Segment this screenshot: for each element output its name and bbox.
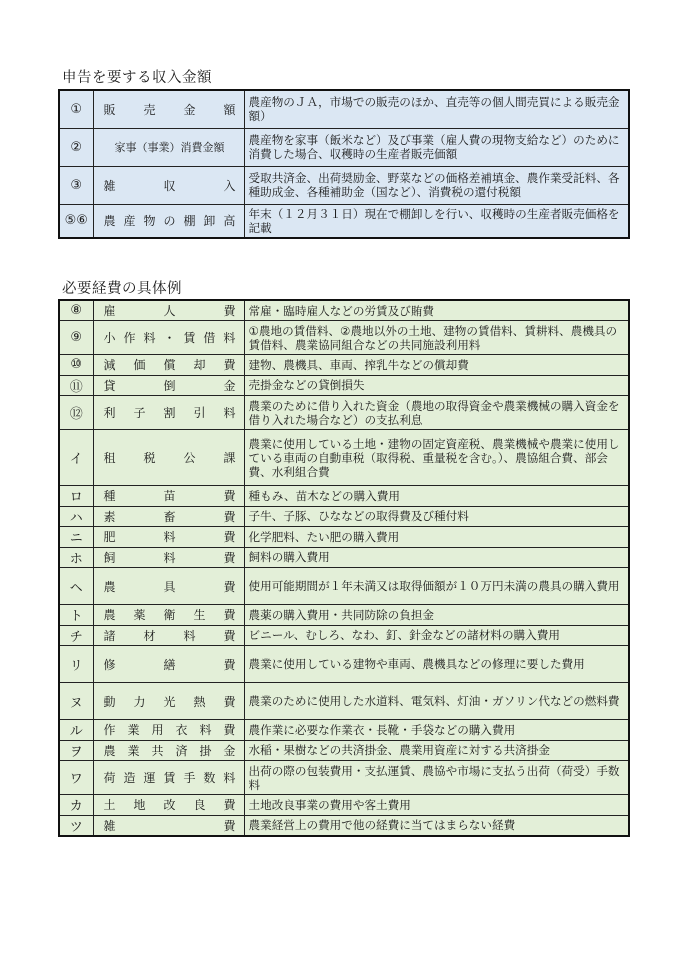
row-label-cell <box>93 795 244 816</box>
row-label-cell <box>93 128 244 166</box>
row-description: 種もみ、苗木などの購入費用 <box>244 486 629 507</box>
row-number: ⑫ <box>59 396 93 430</box>
row-label-cell <box>93 506 244 527</box>
row-label-cell <box>93 430 244 486</box>
row-label-cell <box>93 683 244 720</box>
row-label-cell <box>93 625 244 646</box>
row-label: 利 子 割 引 料 <box>103 406 236 420</box>
row-description: 売掛金などの貸倒損失 <box>244 375 629 396</box>
row-label-cell <box>93 486 244 507</box>
row-label: 雑 費 <box>103 818 236 833</box>
row-description: 建物、農機具、車両、搾乳牛などの償却費 <box>244 355 629 376</box>
row-description: 常雇・臨時雇人などの労賃及び賄費 <box>244 300 629 321</box>
row-label-cell <box>93 815 244 836</box>
row-description: 年末（１２月３１日）現在で棚卸しを行い、収穫時の生産者販売価格を記載 <box>244 204 629 238</box>
row-number: チ <box>59 625 93 646</box>
table-row <box>59 740 629 761</box>
row-description: 出荷の際の包装費用・支払運賃、農協や市場に支払う出荷（荷受）手数料 <box>244 761 629 795</box>
row-description: 化学肥料、たい肥の購入費用 <box>244 527 629 548</box>
row-label-cell <box>93 300 244 321</box>
row-number: ホ <box>59 547 93 568</box>
row-number: ⑩ <box>59 355 93 376</box>
row-number: イ <box>59 430 93 486</box>
row-label-cell <box>93 646 244 683</box>
row-number: ワ <box>59 761 93 795</box>
row-description: 農業のために借り入れた資金（農地の取得資金や農業機械の購入資金を借り入れた場合など）の支払利息 <box>244 396 629 430</box>
row-label: 租 税 公 課 <box>103 451 236 465</box>
row-number: ⑨ <box>59 321 93 355</box>
row-number: ツ <box>59 815 93 836</box>
row-label: 農 薬 衛 生 費 <box>103 608 236 623</box>
table-row <box>59 720 629 741</box>
row-label: 雑 収 入 <box>103 178 236 193</box>
row-description: 土地改良事業の費用や客土費用 <box>244 795 629 816</box>
table-row <box>59 321 629 355</box>
row-description: 飼料の購入費用 <box>244 547 629 568</box>
row-number: ニ <box>59 527 93 548</box>
table-row <box>59 430 629 486</box>
row-label-cell <box>93 547 244 568</box>
row-description: 農業に使用している土地・建物の固定資産税、農業機械や農業に使用している車両の自動車税（取得税、重量税を含む。）、農協組合費、部会費、水利組合費 <box>244 430 629 486</box>
table-row <box>59 204 629 238</box>
row-label: 荷 造 運 賃 手 数 料 <box>103 771 236 785</box>
row-label-cell <box>93 605 244 626</box>
row-label-cell <box>93 355 244 376</box>
table-row <box>59 300 629 321</box>
row-number: カ <box>59 795 93 816</box>
row-number: ① <box>59 90 93 128</box>
income-section-title: 申告を要する収入金額 <box>62 70 212 86</box>
row-number: ③ <box>59 166 93 204</box>
row-label: 雇 人 費 <box>103 304 236 318</box>
expense-table <box>58 299 630 837</box>
table-row <box>59 683 629 720</box>
row-number: ハ <box>59 506 93 527</box>
row-label: 諸 材 料 費 <box>103 628 236 643</box>
row-label-cell <box>93 166 244 204</box>
row-label-cell <box>93 740 244 761</box>
row-label: 作 業 用 衣 料 費 <box>103 723 236 738</box>
row-description: 使用可能期間が１年未満又は取得価額が１０万円未満の農具の購入費用 <box>244 568 629 605</box>
row-description: ビニール、むしろ、なわ、釘、針金などの諸材料の購入費用 <box>244 625 629 646</box>
table-row <box>59 128 629 166</box>
row-label: 動 力 光 熱 費 <box>103 694 236 709</box>
row-label-cell <box>93 321 244 355</box>
row-label-cell <box>93 568 244 605</box>
row-label: 肥 料 費 <box>103 530 236 545</box>
income-table <box>58 89 630 239</box>
row-description: 農作業に必要な作業衣・長靴・手袋などの購入費用 <box>244 720 629 741</box>
row-label: 修 繕 費 <box>103 657 236 672</box>
row-label: 減 価 償 却 費 <box>103 358 236 373</box>
row-label: 土 地 改 良 費 <box>103 798 236 813</box>
row-number: ⑪ <box>59 375 93 396</box>
table-row <box>59 506 629 527</box>
table-row <box>59 166 629 204</box>
row-label: 家事（事業）消費金額 <box>114 141 225 154</box>
row-description: 子牛、子豚、ひななどの取得費及び種付料 <box>244 506 629 527</box>
row-label: 農 産 物 の 棚 卸 高 <box>103 214 236 229</box>
table-row <box>59 486 629 507</box>
row-description: 農業のために使用した水道料、電気料、灯油・ガソリン代などの燃料費 <box>244 683 629 720</box>
row-label: 販 売 金 額 <box>103 102 236 117</box>
table-row <box>59 375 629 396</box>
row-number: ② <box>59 128 93 166</box>
row-label-cell <box>93 375 244 396</box>
row-label-cell <box>93 720 244 741</box>
table-row <box>59 605 629 626</box>
table-row <box>59 625 629 646</box>
row-label: 農 業 共 済 掛 金 <box>103 743 236 758</box>
row-number: ト <box>59 605 93 626</box>
row-description: 農産物のＪＡ，市場での販売のほか、直売等の個人間売買による販売金額） <box>244 90 629 128</box>
row-label: 飼 料 費 <box>103 550 236 565</box>
row-number: リ <box>59 646 93 683</box>
row-label: 種 苗 費 <box>103 489 236 504</box>
row-label-cell <box>93 761 244 795</box>
table-row <box>59 761 629 795</box>
row-number: ⑤⑥ <box>59 204 93 238</box>
row-description: 農産物を家事（飯米など）及び事業（雇人費の現物支給など）のために消費した場合、収穫時の生産者販売価額 <box>244 128 629 166</box>
table-row <box>59 527 629 548</box>
row-label: 貸 倒 金 <box>103 378 236 393</box>
table-row <box>59 568 629 605</box>
table-row <box>59 815 629 836</box>
row-description: 農業に使用している建物や車両、農機具などの修理に要した費用 <box>244 646 629 683</box>
row-label-cell <box>93 90 244 128</box>
table-row <box>59 646 629 683</box>
table-row <box>59 795 629 816</box>
row-description: ①農地の賃借料、②農地以外の土地、建物の賃借料、賃耕料、農機具の賃借料、農業協同組合などの共同施設利用料 <box>244 321 629 355</box>
row-number: ⑧ <box>59 300 93 321</box>
row-label: 農 具 費 <box>103 579 236 594</box>
row-number: ヘ <box>59 568 93 605</box>
table-row <box>59 90 629 128</box>
row-number: ヌ <box>59 683 93 720</box>
table-row <box>59 355 629 376</box>
row-number: ル <box>59 720 93 741</box>
row-description: 受取共済金、出荷奨励金、野菜などの価格差補填金、農作業受託料、各種助成金、各種補助金（国など）、消費税の還付税額 <box>244 166 629 204</box>
row-number: ヲ <box>59 740 93 761</box>
row-label: 素 畜 費 <box>103 509 236 524</box>
table-row <box>59 396 629 430</box>
expense-section-title: 必要経費の具体例 <box>62 281 182 297</box>
row-description: 水稲・果樹などの共済掛金、農業用資産に対する共済掛金 <box>244 740 629 761</box>
row-label-cell <box>93 204 244 238</box>
table-row <box>59 547 629 568</box>
row-label-cell <box>93 527 244 548</box>
row-label: 小 作 料 ・ 賃 借 料 <box>103 331 236 345</box>
row-description: 農業経営上の費用で他の経費に当てはまらない経費 <box>244 815 629 836</box>
row-number: ロ <box>59 486 93 507</box>
row-label-cell <box>93 396 244 430</box>
row-description: 農薬の購入費用・共同防除の負担金 <box>244 605 629 626</box>
